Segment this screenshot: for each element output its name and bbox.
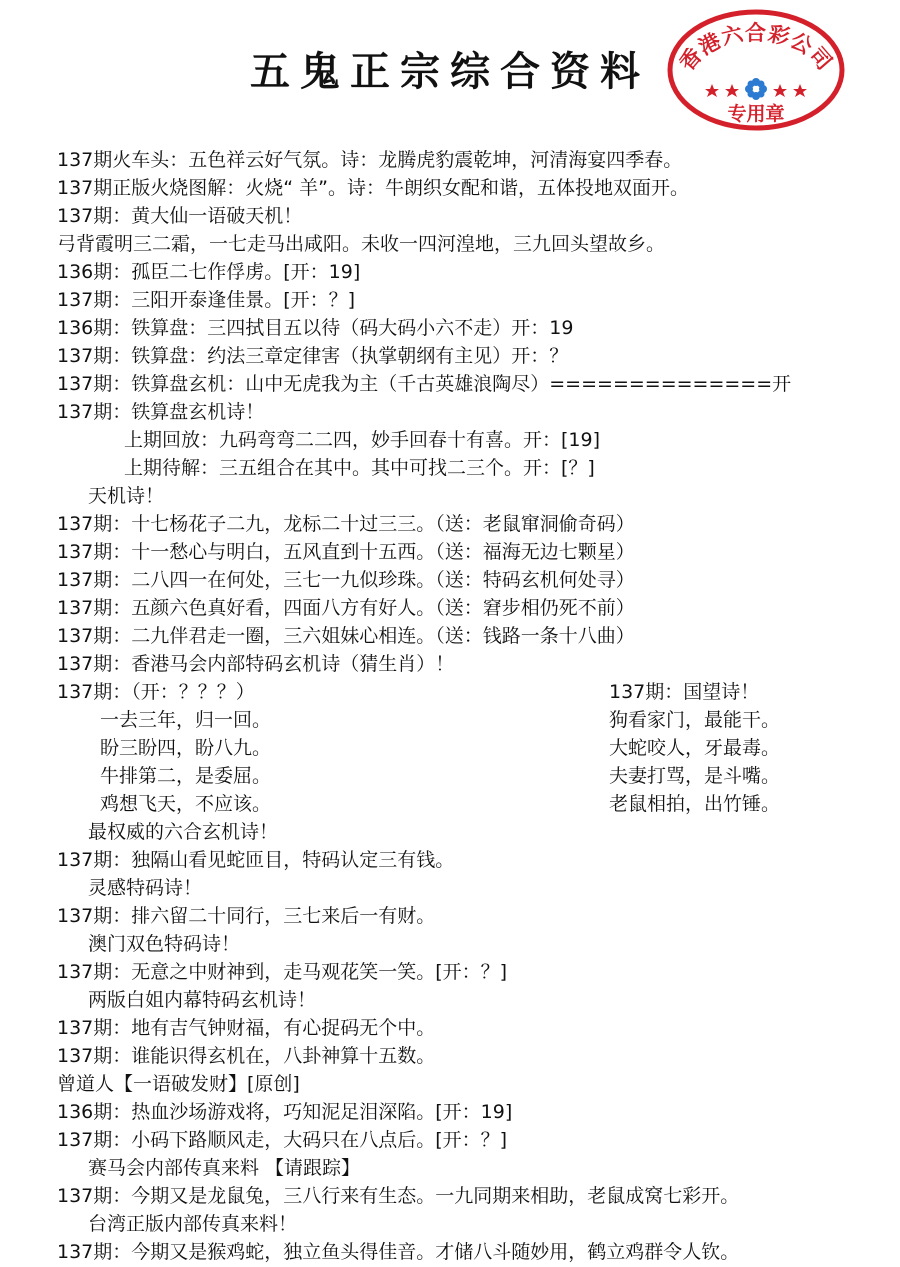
text-line: 鸡想飞天，不应该。 [100,793,272,815]
text-line: 老鼠相拍，出竹锤。 [609,793,781,815]
text-line: 137期：独隔山看见蛇匝目，特码认定三有钱。 [57,849,455,871]
text-line: 大蛇咬人，牙最毒。 [609,737,781,759]
text-line: 夫妻打骂，是斗嘴。 [609,765,781,787]
lines-e [0,818,900,1266]
text-line: 一去三年，归一回。 [100,709,272,731]
text-line: 弓背霞明三二霜，一七走马出咸阳。未收一四河湟地，三九回头望故乡。 [57,233,666,255]
text-line: 136期：铁算盘：三四拭目五以待（码大码小六不走）开：19 [57,317,574,339]
text-line: 137期：五颜六色真好看，四面八方有好人。（送：窘步相仍死不前） [57,597,635,619]
page-title: 五鬼正宗综合资料 [250,48,650,95]
text-line: 137期火车头：五色祥云好气氛。诗：龙腾虎豹震乾坤，河清海宴四季春。 [57,149,683,171]
text-line: 137期：地有吉气钟财福，有心捉码无个中。 [57,1017,436,1039]
text-line: 两版白姐内幕特码玄机诗！ [88,989,317,1011]
svg-text:专用章: 专用章 [727,103,785,125]
lines-d [0,510,900,678]
text-line: 137期：排六留二十同行，三七来后一有财。 [57,905,436,927]
text-line: 澳门双色特码诗！ [88,933,241,955]
text-line: 137期：今期又是猴鸡蛇，独立鱼头得佳音。才储八斗随妙用，鹤立鸡群令人钦。 [57,1241,740,1263]
text-line: 136期：热血沙场游戏将，巧知泥足泪深陷。[开：19] [57,1101,513,1123]
text-line: 赛马会内部传真来料 【请跟踪】 [88,1157,361,1179]
text-line: 137期：三阳开泰逢佳景。[开：？] [57,289,356,311]
content-body [0,146,900,1266]
left-poem-column [0,678,600,818]
text-line: 137期：香港马会内部特码玄机诗（猜生肖）！ [57,653,455,675]
text-line: 狗看家门，最能干。 [609,709,781,731]
text-line: 灵感特码诗！ [88,877,203,899]
svg-text:香港六合彩公司: 香港六合彩公司 [674,20,838,76]
text-line: 137期：铁算盘：约法三章定律害（执掌朝纲有主见）开：？ [57,345,569,367]
text-line: 137期：铁算盘玄机：山中无虎我为主（千古英雄浪陶尽）==============开 [57,373,792,395]
lines-a [0,146,900,426]
company-seal-stamp [666,8,846,132]
text-line: 台湾正版内部传真来料！ [88,1213,298,1235]
text-line: 上期待解：三五组合在其中。其中可找二三个。开：[？] [124,457,595,479]
text-line: 137期：十七杨花子二九，龙标二十过三三。（送：老鼠窜洞偷奇码） [57,513,635,535]
text-line: 上期回放：九码弯弯二二四，妙手回春十有喜。开：[19] [124,429,601,451]
flower-icon [745,78,767,100]
text-line: 137期：小码下路顺风走，大码只在八点后。[开：？] [57,1129,508,1151]
text-line: 137期：无意之中财神到，走马观花笑一笑。[开：？] [57,961,508,983]
left-poem-header: 137期：（开：？？？） [57,681,255,703]
text-line: 137期：谁能识得玄机在，八卦神算十五数。 [57,1045,436,1067]
text-line: 137期正版火烧图解：火烧“ 羊”。诗：牛朗织女配和谐，五体投地双面开。 [57,177,689,199]
text-line: 136期：孤臣二七作俘虏。[开：19] [57,261,361,283]
two-column-poems [0,678,900,818]
text-line: 137期：十一愁心与明白，五风直到十五西。（送：福海无边七颗星） [57,541,635,563]
text-line: 最权威的六合玄机诗！ [88,821,279,843]
text-line: 137期：黄大仙一语破天机！ [57,205,303,227]
text-line: 曾道人【一语破发财】[原创] [57,1073,300,1095]
lines-b [0,426,900,482]
section-heading: 天机诗！ [88,485,165,507]
right-poem-header: 137期：国望诗！ [609,681,760,703]
text-line: 137期：今期又是龙鼠兔，三八行来有生态。一九同期来相助，老鼠成窝七彩开。 [57,1185,740,1207]
text-line: 137期：二九伴君走一圈，三六姐妹心相连。（送：钱路一条十八曲） [57,625,635,647]
text-line: 137期：二八四一在何处，三七一九似珍珠。（送：特码玄机何处寻） [57,569,635,591]
text-line: 137期：铁算盘玄机诗！ [57,401,265,423]
text-line: 盼三盼四，盼八九。 [100,737,272,759]
text-line: 牛排第二，是委屈。 [100,765,272,787]
right-poem-column [609,678,899,818]
